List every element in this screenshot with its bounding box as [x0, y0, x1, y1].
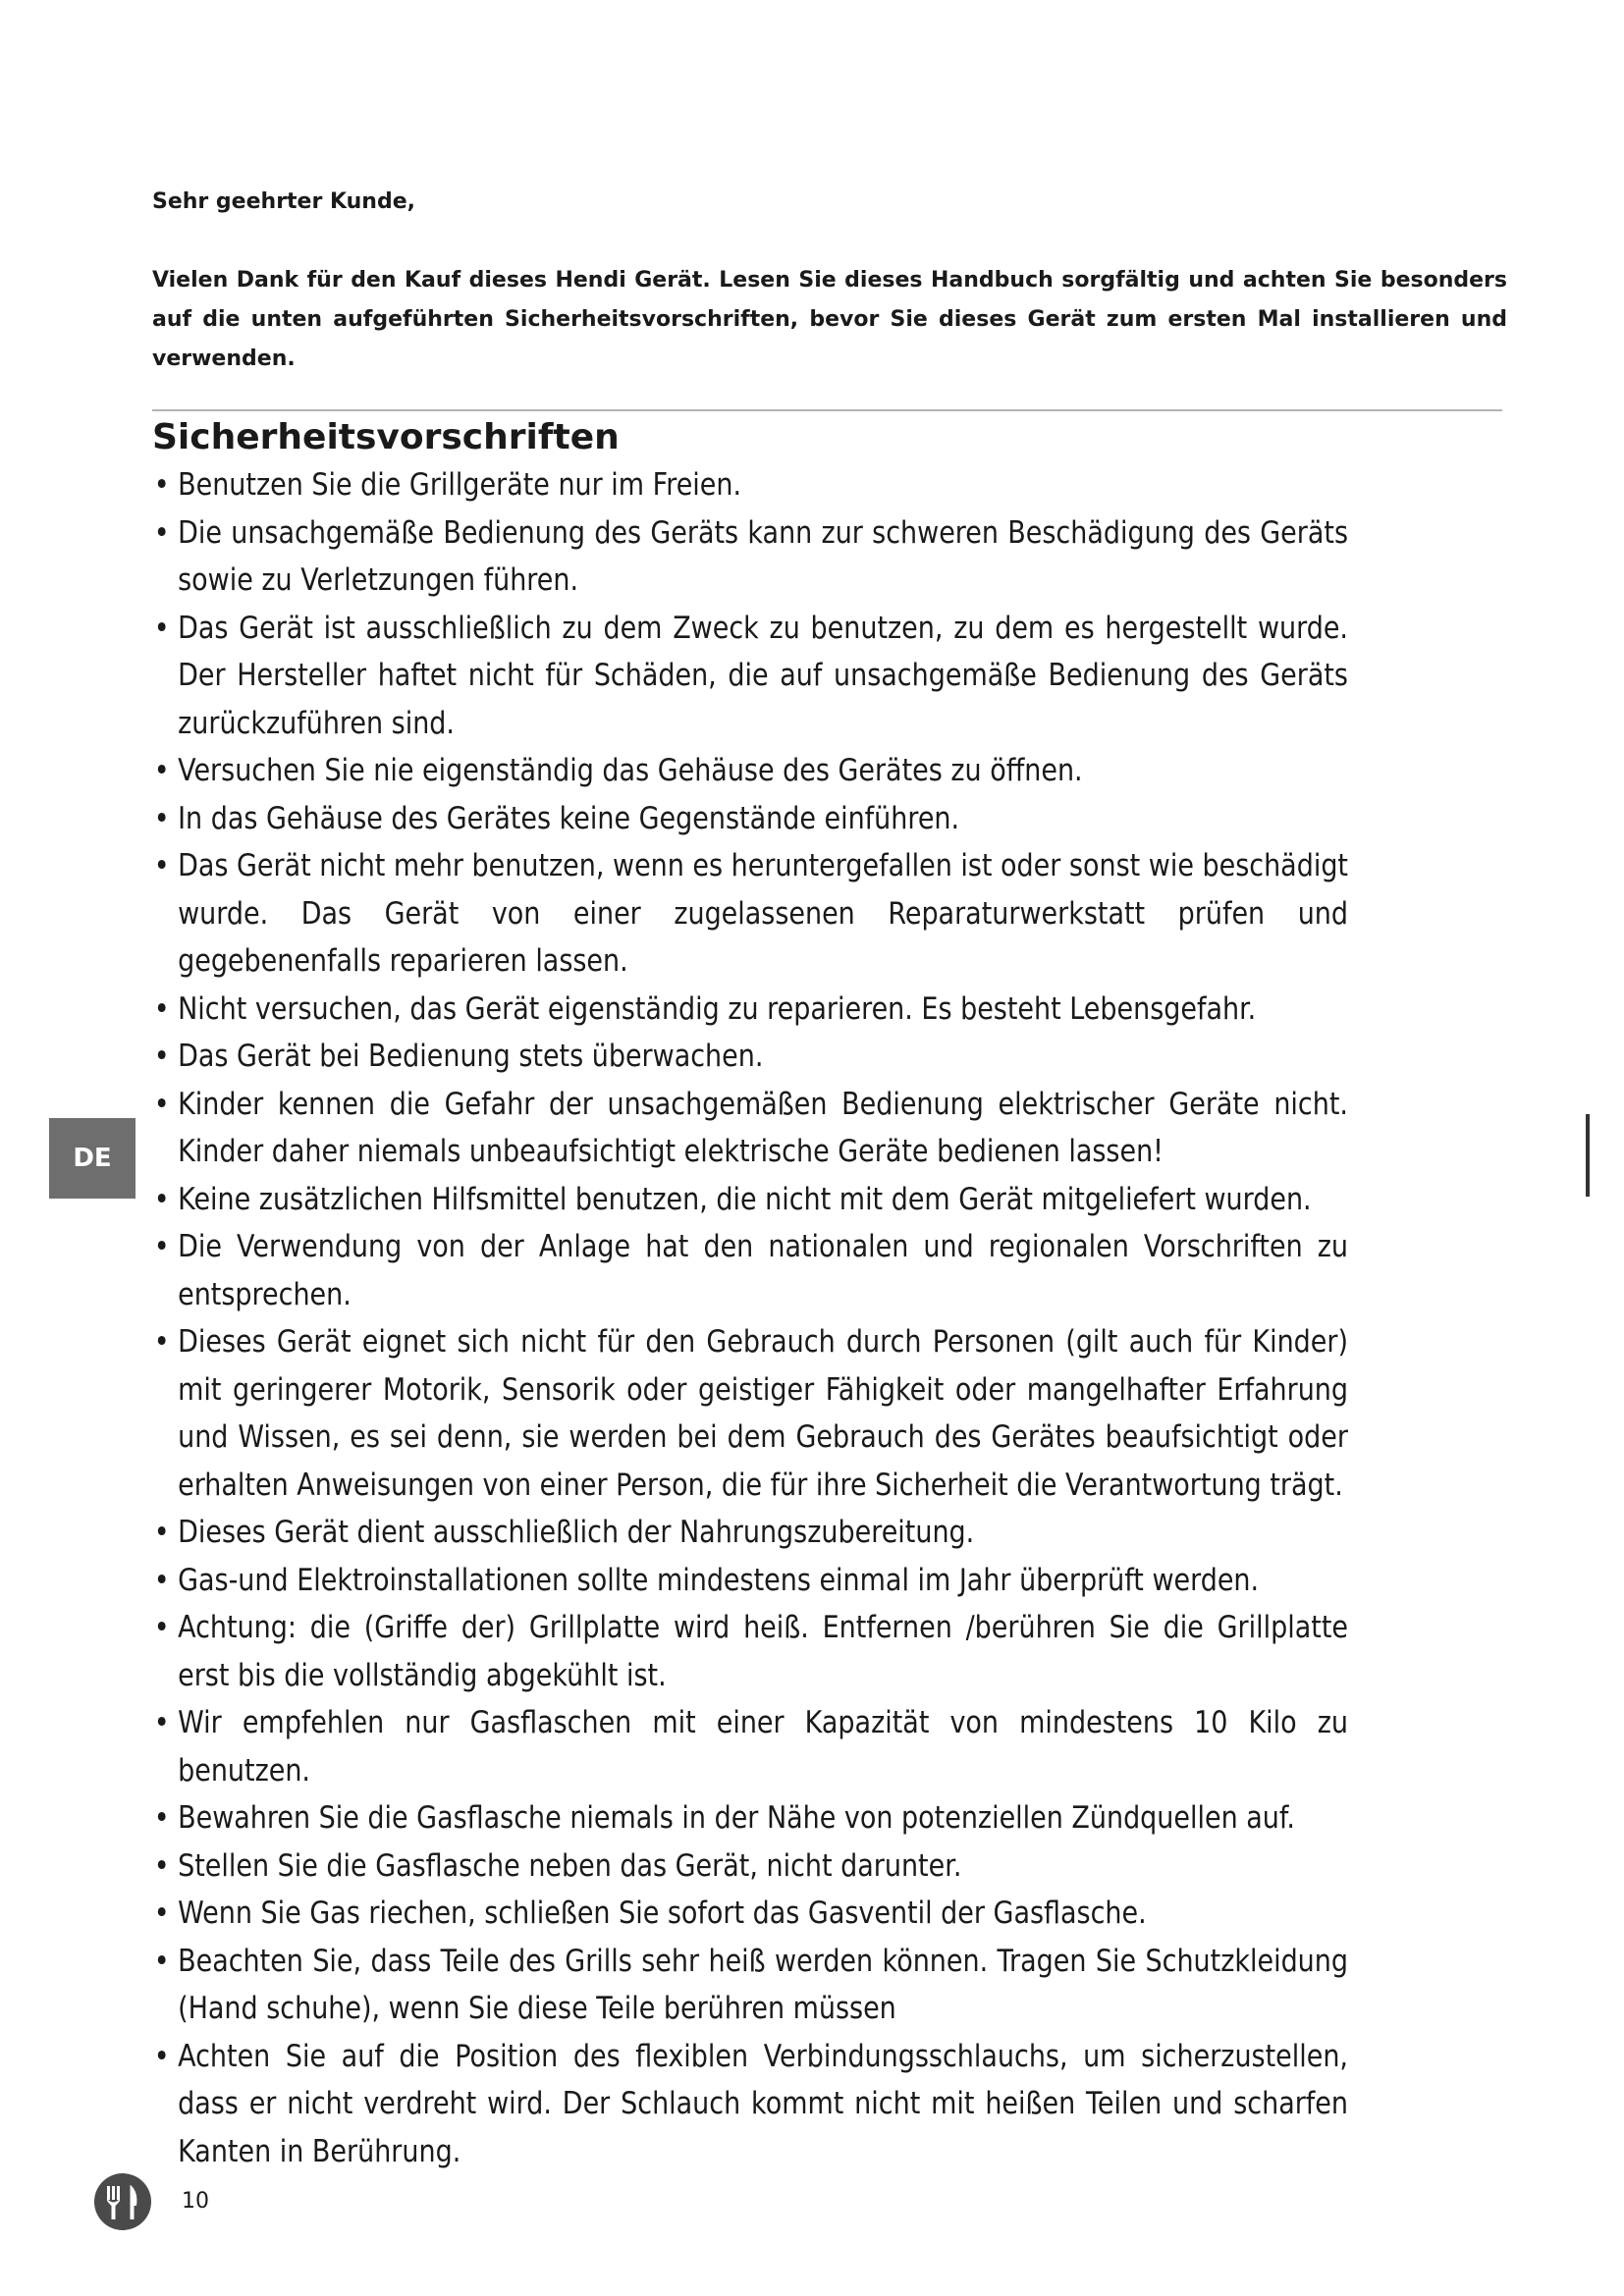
section-divider: [152, 409, 1502, 411]
list-item: • Benutzen Sie die Grillgeräte nur im Freien.: [152, 461, 1348, 509]
list-item: • Die Verwendung von der Anlage hat den nationalen und regionalen Vorschriften zu entsprechen.: [152, 1223, 1348, 1318]
list-item: • Wenn Sie Gas riechen, schließen Sie sofort das Gasventil der Gasflasche.: [152, 1890, 1348, 1938]
list-item: • Bewahren Sie die Gasflasche niemals in der Nähe von potenziellen Zündquellen auf.: [152, 1794, 1348, 1842]
language-tab: DE: [49, 1118, 135, 1199]
list-item: • Wir empfehlen nur Gasflaschen mit einer Kapazität von mindestens 10 Kilo zu benutzen.: [152, 1699, 1348, 1794]
list-item: • Die unsachgemäße Bedienung des Geräts kann zur schweren Beschädigung des Geräts sowie zu Verletzungen führen.: [152, 509, 1348, 605]
list-item: • Das Gerät nicht mehr benutzen, wenn es heruntergefallen ist oder sonst wie beschädigt wurde. Das Gerät von einer zugelassenen Reparaturwerkstatt prüfen und gegebenenfalls reparieren lassen.: [152, 842, 1348, 986]
list-item: • Keine zusätzlichen Hilfsmittel benutzen, die nicht mit dem Gerät mitgeliefert wurden.: [152, 1176, 1348, 1224]
list-item: • Beachten Sie, dass Teile des Grills sehr heiß werden können. Tragen Sie Schutzkleidung (Hand schuhe), wenn Sie diese Teile berühren müssen: [152, 1938, 1348, 2033]
greeting: Sehr geehrter Kunde,: [152, 189, 415, 214]
list-item: • Das Gerät ist ausschließlich zu dem Zweck zu benutzen, zu dem es hergestellt wurde. Der Hersteller haftet nicht für Schäden, die auf unsachgemäße Bedienung des Geräts zurückzuführen sind.: [152, 605, 1348, 748]
list-item: • In das Gehäuse des Gerätes keine Gegenstände einführen.: [152, 795, 1348, 843]
list-item: • Versuchen Sie nie eigenständig das Gehäuse des Gerätes zu öffnen.: [152, 747, 1348, 795]
list-item: • Kinder kennen die Gefahr der unsachgemäßen Bedienung elektrischer Geräte nicht. Kinder daher niemals unbeaufsichtigt elektrische Geräte bedienen lassen!: [152, 1081, 1348, 1176]
cutlery-logo-icon: [93, 2172, 152, 2231]
list-item: • Nicht versuchen, das Gerät eigenständig zu reparieren. Es besteht Lebensgefahr.: [152, 986, 1348, 1034]
list-item: • Achten Sie auf die Position des flexiblen Verbindungsschlauchs, um sicherzustellen, dass er nicht verdreht wird. Der Schlauch kommt nicht mit heißen Teilen und scharfen Kanten in Berührung.: [152, 2033, 1348, 2176]
list-item: • Das Gerät bei Bedienung stets überwachen.: [152, 1033, 1348, 1081]
page-edge-marker: [1586, 1114, 1590, 1197]
intro-paragraph: Vielen Dank für den Kauf dieses Hendi Gerät. Lesen Sie dieses Handbuch sorgfältig und achten Sie besonders auf die unten aufgeführten Sicherheitsvorschriften, bevor Sie dieses Gerät zum ersten Mal installieren und verwenden.: [152, 268, 1507, 371]
list-item: • Gas-und Elektroinstallationen sollte mindestens einmal im Jahr überprüft werden.: [152, 1557, 1348, 1605]
section-title: Sicherheitsvorschriften: [152, 417, 620, 457]
list-item: • Dieses Gerät eignet sich nicht für den Gebrauch durch Personen (gilt auch für Kinder) mit geringerer Motorik, Sensorik oder geistiger Fähigkeit oder mangelhafter Erfahrung und Wissen, es sei denn, sie werden bei dem Gebrauch des Gerätes beaufsichtigt oder erhalten Anweisungen von einer Person, die für ihre Sicherheit die Verantwortung trägt.: [152, 1318, 1348, 1509]
list-item: • Achtung: die (Griffe der) Grillplatte wird heiß. Entfernen /berühren Sie die Grillplatte erst bis die vollständig abgekühlt ist.: [152, 1604, 1348, 1699]
page-number: 10: [182, 2189, 209, 2214]
safety-rules-list: [152, 461, 1348, 2175]
list-item: • Dieses Gerät dient ausschließlich der Nahrungszubereitung.: [152, 1509, 1348, 1557]
list-item: • Stellen Sie die Gasflasche neben das Gerät, nicht darunter.: [152, 1842, 1348, 1891]
